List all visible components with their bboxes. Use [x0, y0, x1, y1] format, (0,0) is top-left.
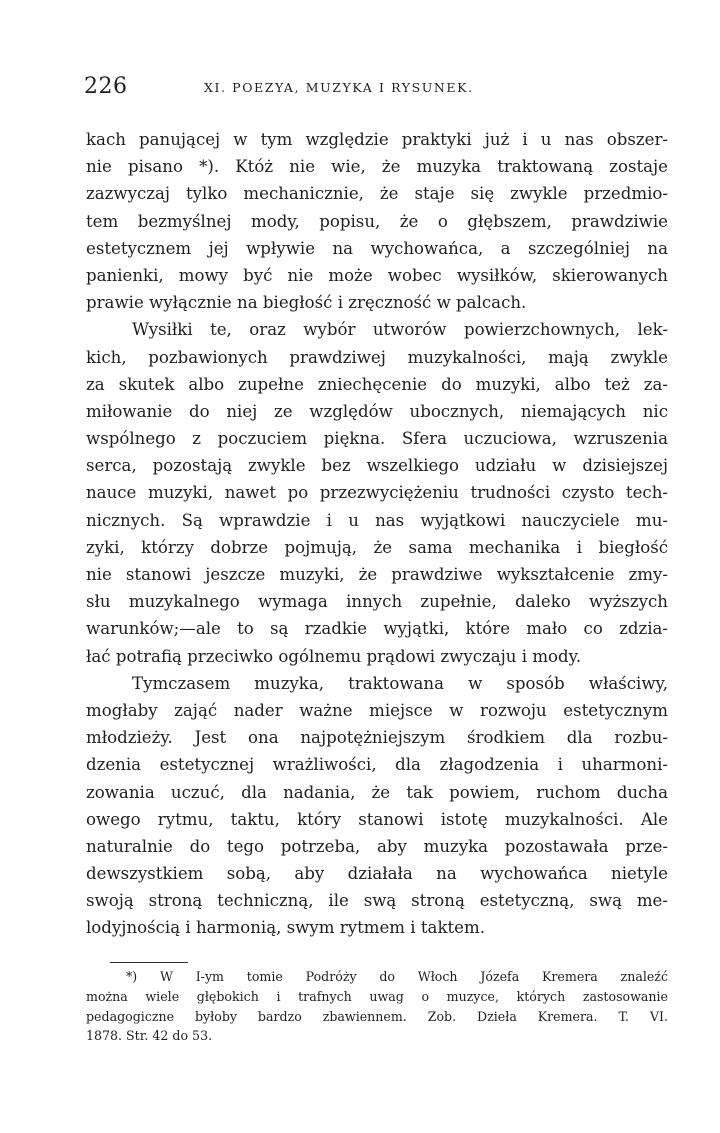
text-line: słu muzykalnego wymaga innych zupełnie, daleko wyższych: [86, 592, 668, 612]
page-number: 226: [84, 74, 128, 99]
text-line: wspólnego z poczuciem piękna. Sfera uczuciowa, wzruszenia: [86, 429, 668, 449]
text-line: owego rytmu, taktu, który stanowi istotę muzykalności. Ale: [86, 809, 668, 829]
text-line: Wysiłki te, oraz wybór utworów powierzchownych, lek-: [132, 320, 668, 340]
paragraph-3: [86, 670, 668, 942]
footnote-line: 1878. Str. 42 do 53.: [86, 1028, 213, 1044]
text-line: nie stanowi jeszcze muzyki, że prawdziwe wykształcenie zmy-: [86, 565, 668, 584]
body-text: [86, 126, 668, 942]
footnote-line: *) W I-ym tomie Podróży do Włoch Józefa Kremera znaleźć: [126, 969, 668, 984]
text-line: dewszystkiem sobą, aby działała na wychowańca nietyle: [86, 864, 668, 884]
paragraph-2: [86, 316, 668, 669]
text-line: za skutek albo zupełne zniechęcenie do muzyki, albo też za-: [86, 374, 668, 394]
text-line: kich, pozbawionych prawdziwej muzykalności, mają zwykle: [86, 347, 668, 367]
text-line: nauce muzyki, nawet po przezwyciężeniu trudności czysto tech-: [86, 483, 668, 503]
text-line: nie pisano *). Któż nie wie, że muzyka traktowaną zostaje: [86, 157, 668, 177]
text-line: prawie wyłącznie na biegłość i zręczność w palcach.: [86, 293, 527, 313]
text-line: naturalnie do tego potrzeba, aby muzyka pozostawała prze-: [86, 836, 668, 856]
text-line: miłowanie do niej ze względów ubocznych, niemających nic: [86, 401, 668, 421]
footnote-divider: [110, 962, 188, 963]
text-line: dzenia estetycznej wrażliwości, dla złagodzenia i uharmoni-: [86, 755, 668, 775]
text-line: estetycznem jej wpływie na wychowańca, a szczególniej na: [86, 238, 668, 258]
text-line: lodyjnością i harmonią, swym rytmem i taktem.: [86, 918, 485, 938]
text-line: zazwyczaj tylko mechanicznie, że staje się zwykle przedmio-: [86, 184, 668, 204]
text-line: panienki, mowy być nie może wobec wysiłków, skierowanych: [86, 265, 668, 285]
text-line: zowania uczuć, dla nadania, że tak powiem, ruchom ducha: [86, 782, 668, 802]
text-line: tem bezmyślnej mody, popisu, że o głębszem, prawdziwie: [86, 211, 668, 231]
footnote-line: można wiele głębokich i trafnych uwag o muzyce, których zastosowanie: [86, 988, 668, 1004]
text-line: serca, pozostają zwykle bez wszelkiego udziału w dzisiejszej: [86, 456, 668, 476]
text-line: łać potrafią przeciwko ogólnemu prądowi zwyczaju i mody.: [86, 646, 582, 666]
text-line: młodzieży. Jest ona najpotężniejszym środkiem dla rozbu-: [86, 728, 668, 748]
text-line: kach panującej w tym względzie praktyki już i u nas obszer-: [86, 130, 668, 149]
text-line: mogłaby zająć nader ważne miejsce w rozwoju estetycznym: [86, 700, 668, 720]
paragraph-1: [86, 126, 668, 316]
text-line: nicznych. Są wprawdzie i u nas wyjątkowi nauczyciele mu-: [86, 510, 668, 530]
footnote-line: pedagogiczne byłoby bardzo zbawiennem. Zob. Dzieła Kremera. T. VI.: [86, 1008, 668, 1024]
text-line: warunków;—ale to są rzadkie wyjątki, które mało co zdzia-: [86, 619, 668, 639]
running-title: XI. POEZYA, MUZYKA I RYSUNEK.: [204, 80, 474, 95]
text-line: Tymczasem muzyka, traktowana w sposób właściwy,: [132, 673, 668, 693]
text-line: swoją stroną techniczną, ile swą stroną estetyczną, swą me-: [86, 891, 668, 911]
page-header: [84, 74, 664, 100]
text-line: zyki, którzy dobrze pojmują, że sama mechanika i biegłość: [86, 537, 668, 557]
footnote: [86, 967, 668, 1046]
